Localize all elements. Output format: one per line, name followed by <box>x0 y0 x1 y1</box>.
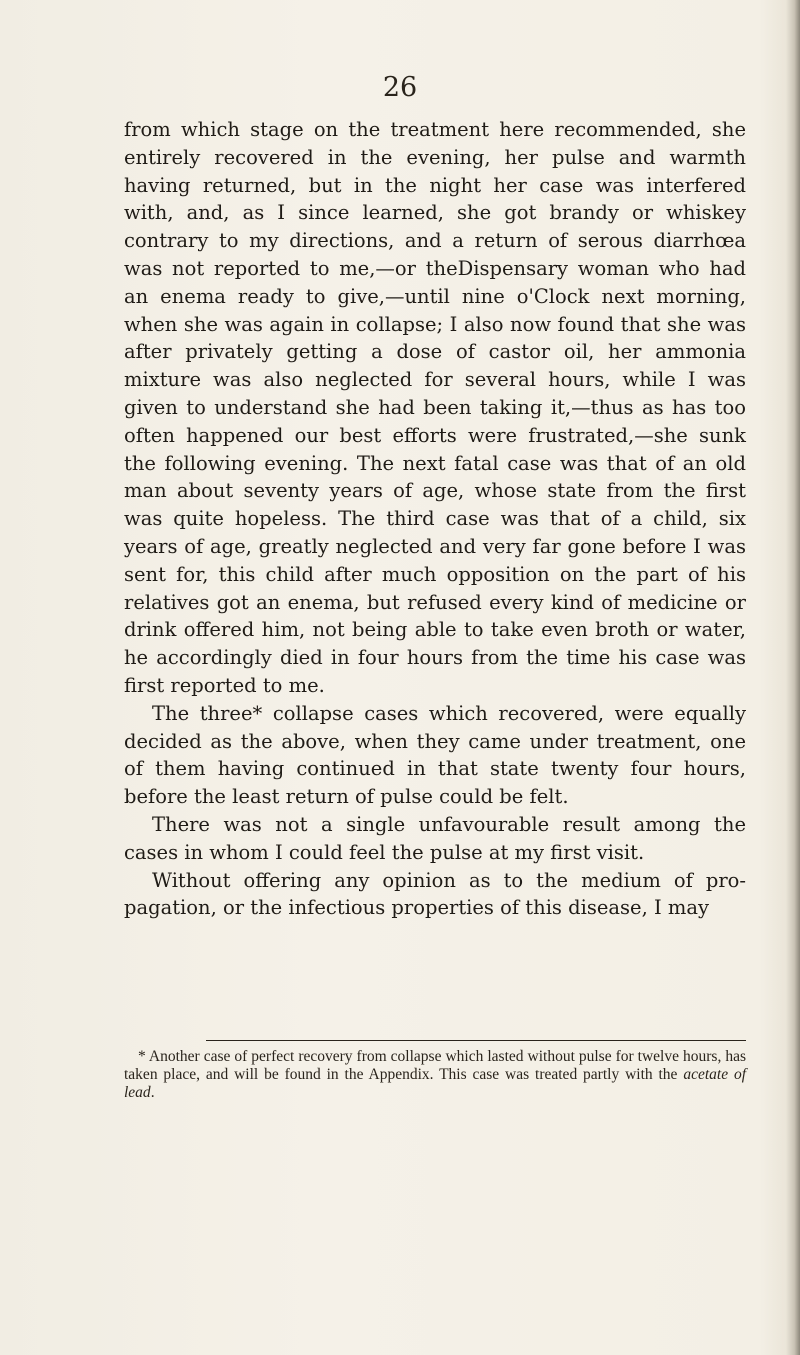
footnote <box>124 1048 746 1102</box>
footnote-italic: acetate of lead <box>124 1066 747 1101</box>
footnote-end: . <box>150 1084 155 1101</box>
paragraph-continued: from which stage on the treatment here recommended, she entirely recovered in the evening, her pulse and warmth having returned, but in the night her case was interfered with, and, as I since learned, she got brandy or whiskey contrary to my directions, and a return of serous diarrhœa was not reported to me,—or theDispensary woman who had an enema ready to give,—until nine o'Clock next morning, when she was again in collapse; I also now found that she was after privately getting a dose of castor oil, her ammonia mixture was also neglected for several hours, while I was given to understand she had been taking it,—thus as has too often happened our best efforts were frustrated,—she sunk the following evening. The next fatal case was that of an old man about seventy years of age, whose state from the first was quite hopeless. The third case was that of a child, six years of age, greatly neglected and very far gone before I was sent for, this child after much opposition on the part of his relatives got an enema, but refused every kind of medicine or drink offered him, not being able to take even broth or water, he accordingly died in four hours from the time his case was first reported to me. <box>124 118 746 697</box>
page-number: 26 <box>382 72 418 103</box>
body-text <box>124 116 746 922</box>
paragraph: Without offering any opinion as to the medium of pro-pagation, or the infectious properties of this disease, I may <box>124 868 746 920</box>
page-edge-shadow <box>786 0 800 1355</box>
footnote-body: * Another case of perfect recovery from collapse which lasted without pulse for twelve hours, has taken place, and will be found in the Appendix. This case was treated partly with the <box>124 1048 746 1083</box>
paragraph: The three* collapse cases which recovered, were equally decided as the above, when they came under treatment, one of them having continued in that state twenty four hours, before the least return of pulse could be felt. <box>124 701 746 809</box>
paragraph: There was not a single unfavourable result among the cases in whom I could feel the pulse at my first visit. <box>124 812 746 864</box>
footnote-text <box>124 1048 746 1102</box>
footnote-rule <box>206 1040 746 1041</box>
